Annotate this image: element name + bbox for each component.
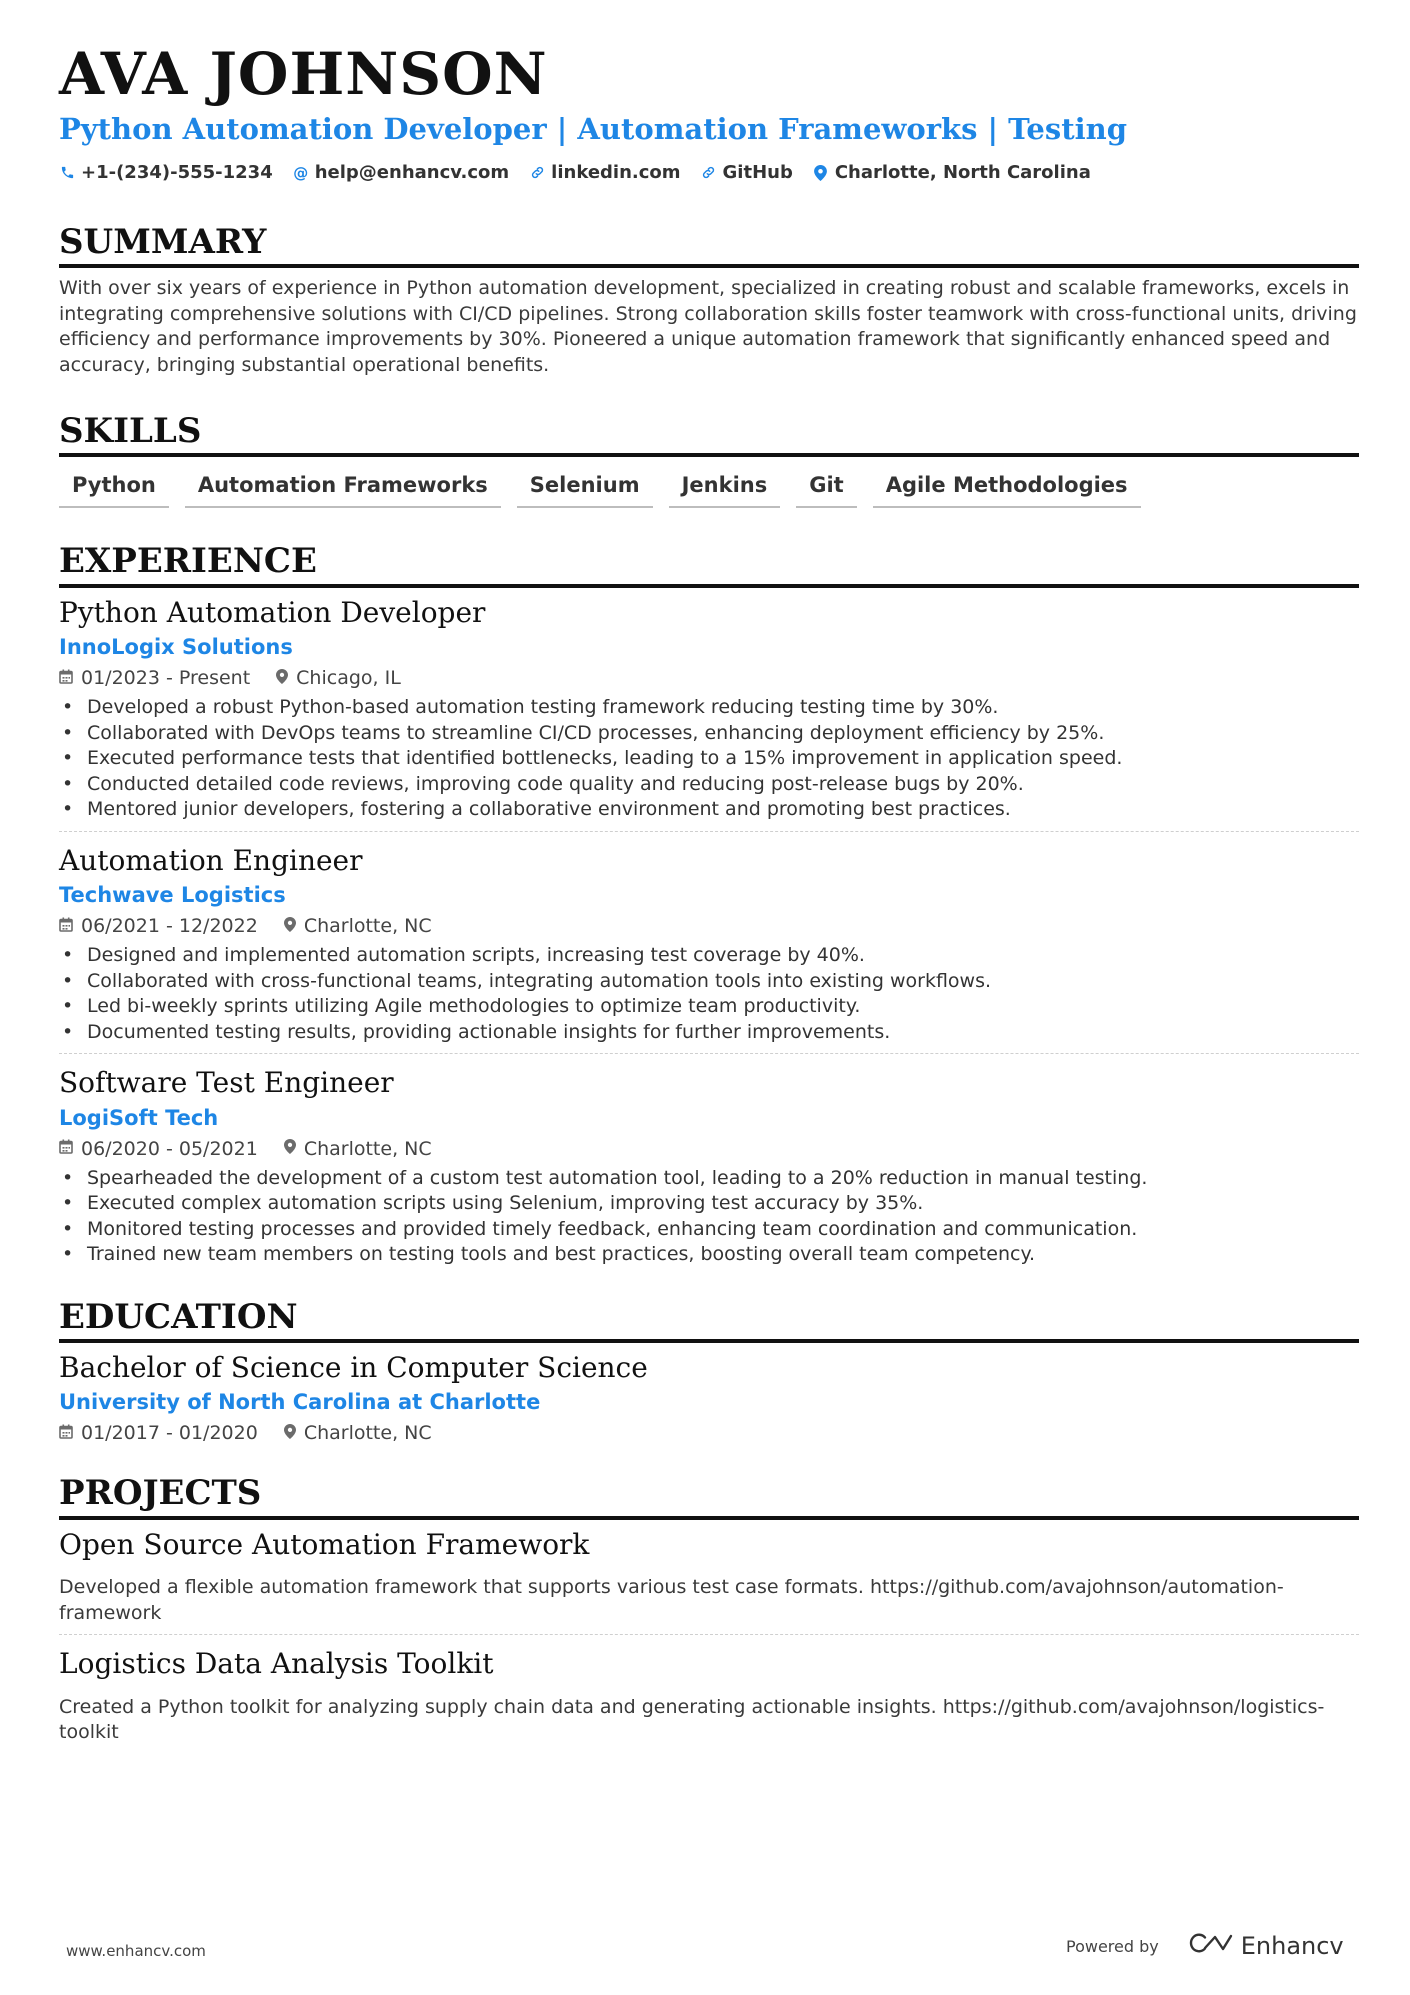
skill-tag: Selenium: [517, 473, 653, 508]
contact-location: [813, 162, 1091, 183]
location-pin-icon: [284, 917, 296, 936]
job-location: [276, 667, 401, 689]
skills-section: [59, 412, 1359, 508]
contact-linkedin[interactable]: [529, 162, 680, 183]
location-pin-icon: [813, 165, 829, 181]
job-role: Python Automation Developer: [59, 595, 486, 629]
bullet-item: • Mentored junior developers, fostering a collaborative environment and promoting best practices.: [59, 797, 1359, 823]
projects-title: PROJECTS: [59, 1474, 1359, 1519]
skill-tag: Automation Frameworks: [185, 473, 501, 508]
location-pin-icon: [284, 1424, 296, 1443]
education-dates: [59, 1422, 258, 1444]
location-text: Charlotte, North Carolina: [834, 162, 1091, 184]
degree: Bachelor of Science in Computer Science: [59, 1350, 648, 1384]
job-location-text: Charlotte, NC: [303, 915, 432, 938]
skills-list: [59, 473, 1359, 508]
skill-tag: Git: [796, 473, 856, 508]
contact-github[interactable]: [701, 162, 793, 183]
calendar-icon: [59, 1424, 73, 1443]
job-bullets: [59, 695, 1359, 823]
job-location-text: Chicago, IL: [296, 667, 401, 690]
job-meta: [59, 915, 1359, 937]
location-pin-icon: [284, 1139, 296, 1158]
job-dates-text: 06/2020 - 05/2021: [81, 1137, 258, 1160]
job-dates: [59, 1138, 258, 1160]
bullet-item: • Documented testing results, providing actionable insights for further improvements.: [59, 1020, 1359, 1046]
linkedin-text: linkedin.com: [551, 162, 681, 184]
footer-powered-by: [1066, 1932, 1344, 1960]
enhancv-logo-icon: [1187, 1932, 1233, 1960]
job-bullets: [59, 943, 1359, 1045]
experience-section: [59, 542, 1359, 1275]
job-company[interactable]: InnoLogix Solutions: [59, 635, 293, 660]
calendar-icon: [59, 669, 73, 688]
job-location: [284, 915, 432, 937]
bullet-item: • Conducted detailed code reviews, improving code quality and reducing post-release bugs by 20%.: [59, 772, 1359, 798]
bullet-item: • Collaborated with cross-functional teams, integrating automation tools into existing workflows.: [59, 969, 1359, 995]
job-meta: [59, 667, 1359, 689]
job-dates-text: 06/2021 - 12/2022: [81, 915, 258, 938]
phone-text: +1-(234)-555-1234: [81, 162, 273, 184]
school[interactable]: University of North Carolina at Charlotte: [59, 1390, 541, 1415]
summary-text: With over six years of experience in Python automation development, specialized in creating robust and scalable frameworks, excels in integrating comprehensive solutions with CI/CD pipelines. Strong collaboration skills foster teamwork with cross-functional units, driving efficiency and performance improvements by 30%. Pioneered a unique automation framework that significantly enhanced speed and accuracy, bringing substantial operational benefits.: [59, 277, 1357, 376]
contact-email[interactable]: [293, 162, 509, 183]
project-name: Open Source Automation Framework: [59, 1527, 590, 1561]
bullet-item: • Spearheaded the development of a custom test automation tool, leading to a 20% reduction in manual testing.: [59, 1166, 1359, 1192]
job-dates-text: 01/2023 - Present: [81, 667, 251, 690]
projects-section: [59, 1474, 1359, 1753]
job-bullets: [59, 1166, 1359, 1268]
job-company[interactable]: Techwave Logistics: [59, 883, 286, 908]
summary-section: [59, 223, 1359, 378]
education-section: [59, 1298, 1359, 1453]
enhancv-logo-text: Enhancv: [1240, 1932, 1344, 1960]
education-title: EDUCATION: [59, 1298, 1359, 1343]
email-text: help@enhancv.com: [314, 162, 510, 184]
job-company[interactable]: LogiSoft Tech: [59, 1105, 219, 1130]
bullet-item: • Led bi-weekly sprints utilizing Agile methodologies to optimize team productivity.: [59, 994, 1359, 1020]
education-location-text: Charlotte, NC: [303, 1422, 432, 1445]
phone-icon: [59, 165, 75, 180]
project-name: Logistics Data Analysis Toolkit: [59, 1647, 494, 1681]
location-pin-icon: [276, 669, 288, 688]
job-role: Automation Engineer: [59, 843, 363, 877]
calendar-icon: [59, 917, 73, 936]
bullet-item: • Executed performance tests that identified bottlenecks, leading to a 15% improvement in application speed.: [59, 746, 1359, 772]
job-location-text: Charlotte, NC: [303, 1137, 432, 1160]
contact-phone[interactable]: [59, 162, 273, 183]
education-meta: [59, 1422, 1359, 1444]
summary-title: SUMMARY: [59, 223, 1359, 268]
bullet-item: • Monitored testing processes and provided timely feedback, enhancing team coordination and communication.: [59, 1217, 1359, 1243]
project-entry: [59, 1520, 1359, 1636]
bullet-item: • Designed and implemented automation scripts, increasing test coverage by 40%.: [59, 943, 1359, 969]
github-text: GitHub: [722, 162, 793, 184]
footer-website[interactable]: www.enhancv.com: [66, 1942, 206, 1960]
bullet-item: • Collaborated with DevOps teams to streamline CI/CD processes, enhancing deployment efficiency by 25%.: [59, 721, 1359, 747]
enhancv-logo[interactable]: [1187, 1932, 1344, 1960]
contact-bar: [59, 162, 1359, 183]
link-icon: [529, 165, 545, 180]
bullet-item: • Trained new team members on testing tools and best practices, boosting overall team competency.: [59, 1242, 1359, 1268]
headline: Python Automation Developer | Automation Frameworks | Testing: [59, 111, 1127, 146]
experience-title: EXPERIENCE: [59, 542, 1359, 587]
bullet-item: • Executed complex automation scripts using Selenium, improving test accuracy by 35%.: [59, 1191, 1359, 1217]
link-icon: [701, 165, 717, 180]
skill-tag: Python: [59, 473, 169, 508]
job-dates: [59, 915, 258, 937]
job-location: [284, 1138, 432, 1160]
bullet-item: • Developed a robust Python-based automation testing framework reducing testing time by 30%.: [59, 695, 1359, 721]
education-dates-text: 01/2017 - 01/2020: [81, 1422, 258, 1445]
job-entry: [59, 832, 1359, 1055]
candidate-name: AVA JOHNSON: [59, 40, 548, 108]
skill-tag: Jenkins: [669, 473, 781, 508]
job-dates: [59, 667, 250, 689]
project-description: Created a Python toolkit for analyzing supply chain data and generating actionable insights. https://github.com/avajohnson/logistics-toolkit: [59, 1695, 1325, 1744]
resume-page: [59, 40, 1359, 1754]
skills-title: SKILLS: [59, 412, 1359, 457]
at-icon: @: [293, 163, 309, 182]
project-entry: [59, 1635, 1359, 1754]
project-description: Developed a flexible automation framework that supports various test case formats. https://github.com/avajohnson/automation-framework: [59, 1576, 1284, 1624]
calendar-icon: [59, 1139, 73, 1158]
education-entry: [59, 1343, 1359, 1453]
skill-tag: Agile Methodologies: [873, 473, 1141, 508]
education-location: [284, 1422, 432, 1444]
job-role: Software Test Engineer: [59, 1066, 394, 1100]
powered-by-label: Powered by: [1066, 1936, 1159, 1956]
job-entry: [59, 588, 1359, 832]
job-meta: [59, 1138, 1359, 1160]
job-entry: [59, 1054, 1359, 1276]
